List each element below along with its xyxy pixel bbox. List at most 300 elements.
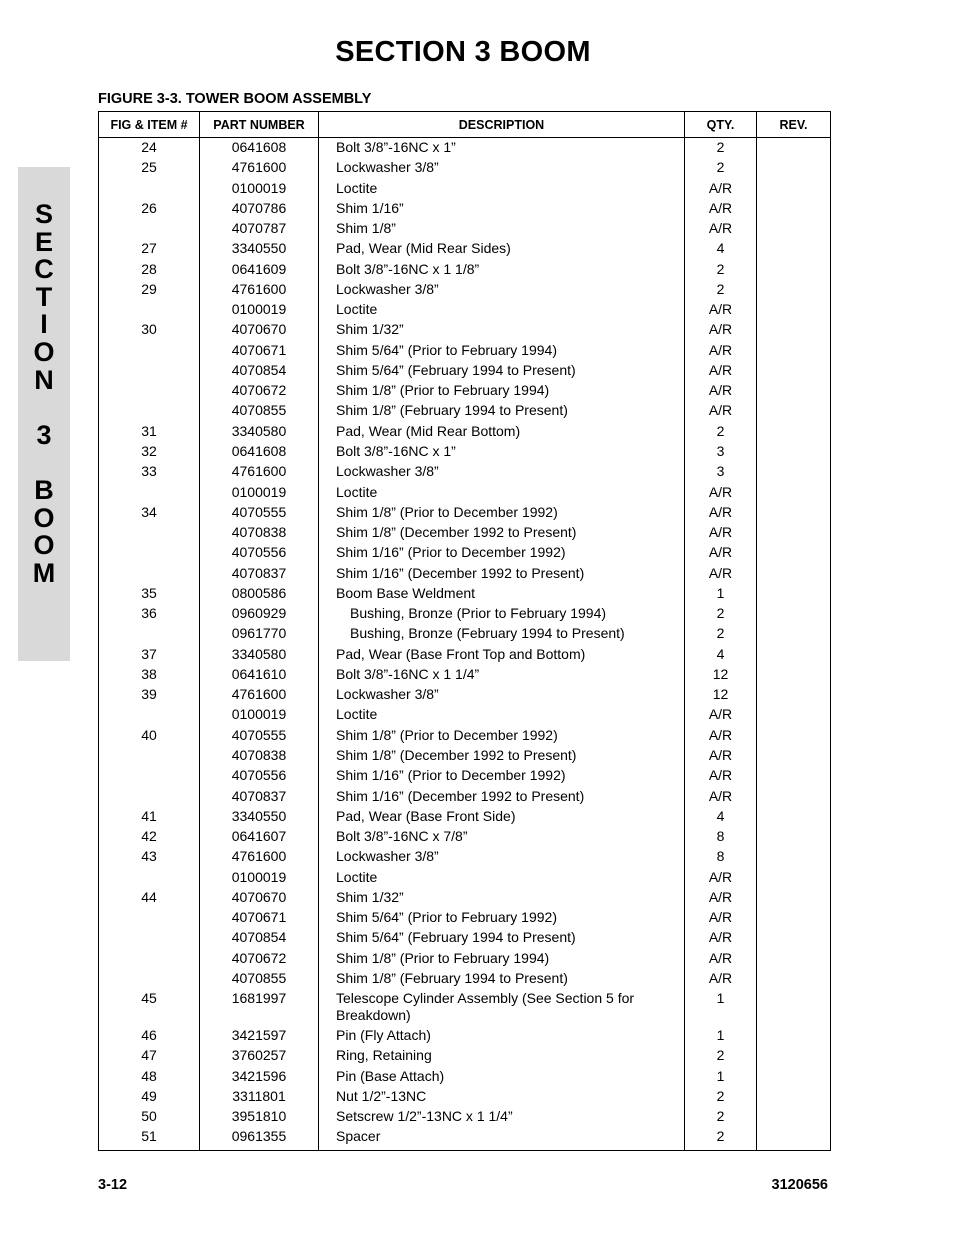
table-row	[99, 321, 831, 341]
cell-part-number: 3340580	[200, 423, 319, 443]
cell-rev	[757, 402, 831, 422]
cell-fig-item	[99, 342, 200, 362]
cell-description: Spacer	[319, 1128, 685, 1151]
cell-part-number: 0961770	[200, 625, 319, 645]
cell-rev	[757, 463, 831, 483]
cell-part-number: 4070555	[200, 727, 319, 747]
cell-rev	[757, 1088, 831, 1108]
table-row	[99, 848, 831, 868]
cell-qty: 8	[685, 828, 757, 848]
side-tab-letter: B	[34, 474, 54, 505]
cell-part-number: 3760257	[200, 1047, 319, 1067]
cell-fig-item	[99, 362, 200, 382]
cell-description: Shim 5/64” (Prior to February 1992)	[319, 909, 685, 929]
table-row	[99, 950, 831, 970]
table-row	[99, 1088, 831, 1108]
cell-description: Bolt 3/8”-16NC x 7/8”	[319, 828, 685, 848]
cell-part-number: 3951810	[200, 1108, 319, 1128]
table-row	[99, 382, 831, 402]
cell-qty: 2	[685, 138, 757, 160]
table-row	[99, 261, 831, 281]
side-tab-letter: O	[33, 502, 55, 533]
cell-qty: A/R	[685, 889, 757, 909]
cell-qty: A/R	[685, 504, 757, 524]
cell-qty: 2	[685, 1047, 757, 1067]
page-title: SECTION 3 BOOM	[335, 36, 591, 68]
cell-qty: A/R	[685, 362, 757, 382]
cell-fig-item: 50	[99, 1108, 200, 1128]
document-number: 3120656	[771, 1177, 828, 1193]
cell-fig-item	[99, 544, 200, 564]
cell-fig-item: 34	[99, 504, 200, 524]
cell-fig-item	[99, 484, 200, 504]
cell-fig-item	[99, 402, 200, 422]
cell-part-number: 4070787	[200, 220, 319, 240]
table-row	[99, 727, 831, 747]
table-row	[99, 504, 831, 524]
cell-description: Loctite	[319, 180, 685, 200]
cell-rev	[757, 281, 831, 301]
cell-rev	[757, 889, 831, 909]
table-row	[99, 970, 831, 990]
table-row	[99, 1027, 831, 1047]
cell-qty: A/R	[685, 788, 757, 808]
side-tab-letter: C	[34, 254, 54, 285]
cell-rev	[757, 808, 831, 828]
header-qty: QTY.	[685, 112, 757, 138]
cell-part-number: 4070854	[200, 362, 319, 382]
table-row	[99, 788, 831, 808]
side-tab-letter: E	[34, 226, 53, 257]
cell-description: Shim 1/8” (Prior to February 1994)	[319, 382, 685, 402]
cell-rev	[757, 220, 831, 240]
cell-qty: 2	[685, 625, 757, 645]
cell-rev	[757, 909, 831, 929]
table-row	[99, 180, 831, 200]
cell-description: Shim 1/16”	[319, 200, 685, 220]
cell-qty: A/R	[685, 747, 757, 767]
cell-part-number: 0100019	[200, 484, 319, 504]
cell-part-number: 0800586	[200, 585, 319, 605]
cell-description: Shim 1/16” (Prior to December 1992)	[319, 544, 685, 564]
table-row	[99, 767, 831, 787]
cell-qty: A/R	[685, 869, 757, 889]
table-row	[99, 220, 831, 240]
table-row	[99, 463, 831, 483]
cell-qty: 1	[685, 1068, 757, 1088]
cell-fig-item: 42	[99, 828, 200, 848]
cell-rev	[757, 950, 831, 970]
cell-qty: 4	[685, 646, 757, 666]
cell-part-number: 0960929	[200, 605, 319, 625]
cell-rev	[757, 605, 831, 625]
cell-rev	[757, 990, 831, 1027]
cell-qty: A/R	[685, 524, 757, 544]
header-part-number: PART NUMBER	[200, 112, 319, 138]
cell-rev	[757, 970, 831, 990]
cell-fig-item	[99, 929, 200, 949]
cell-rev	[757, 1027, 831, 1047]
figure-title: FIGURE 3-3. TOWER BOOM ASSEMBLY	[98, 91, 372, 107]
cell-rev	[757, 362, 831, 382]
cell-description: Pin (Base Attach)	[319, 1068, 685, 1088]
cell-part-number: 3311801	[200, 1088, 319, 1108]
table-row	[99, 585, 831, 605]
parts-table-body	[99, 138, 831, 1151]
cell-description: Shim 1/8” (Prior to December 1992)	[319, 727, 685, 747]
cell-rev	[757, 848, 831, 868]
cell-rev	[757, 727, 831, 747]
cell-qty: 2	[685, 1128, 757, 1151]
cell-description: Shim 5/64” (February 1994 to Present)	[319, 362, 685, 382]
cell-fig-item	[99, 180, 200, 200]
cell-rev	[757, 544, 831, 564]
cell-part-number: 4761600	[200, 463, 319, 483]
cell-rev	[757, 747, 831, 767]
table-row	[99, 362, 831, 382]
cell-rev	[757, 1108, 831, 1128]
cell-rev	[757, 484, 831, 504]
cell-description: Bolt 3/8”-16NC x 1 1/4”	[319, 666, 685, 686]
cell-fig-item: 25	[99, 159, 200, 179]
cell-part-number: 4070855	[200, 970, 319, 990]
cell-rev	[757, 138, 831, 160]
cell-rev	[757, 625, 831, 645]
cell-qty: A/R	[685, 200, 757, 220]
cell-qty: A/R	[685, 950, 757, 970]
table-row	[99, 402, 831, 422]
cell-description: Shim 1/32”	[319, 321, 685, 341]
side-tab-letter: M	[32, 557, 56, 588]
cell-fig-item: 28	[99, 261, 200, 281]
cell-qty: 12	[685, 686, 757, 706]
cell-description: Lockwasher 3/8”	[319, 281, 685, 301]
cell-qty: 3	[685, 443, 757, 463]
cell-description: Loctite	[319, 706, 685, 726]
cell-part-number: 3340550	[200, 808, 319, 828]
cell-fig-item: 24	[99, 138, 200, 160]
cell-part-number: 4761600	[200, 159, 319, 179]
cell-qty: 2	[685, 281, 757, 301]
table-row	[99, 706, 831, 726]
cell-qty: A/R	[685, 706, 757, 726]
cell-fig-item: 36	[99, 605, 200, 625]
cell-description: Loctite	[319, 301, 685, 321]
cell-part-number: 4761600	[200, 281, 319, 301]
table-row	[99, 828, 831, 848]
cell-description: Pad, Wear (Base Front Side)	[319, 808, 685, 828]
cell-rev	[757, 706, 831, 726]
table-row	[99, 1108, 831, 1128]
table-row	[99, 1128, 831, 1151]
cell-qty: 1	[685, 990, 757, 1027]
cell-fig-item: 47	[99, 1047, 200, 1067]
cell-part-number: 0641610	[200, 666, 319, 686]
cell-description: Lockwasher 3/8”	[319, 463, 685, 483]
cell-description: Shim 1/16” (December 1992 to Present)	[319, 788, 685, 808]
cell-qty: A/R	[685, 180, 757, 200]
cell-fig-item: 46	[99, 1027, 200, 1047]
table-row	[99, 1047, 831, 1067]
cell-part-number: 4761600	[200, 848, 319, 868]
table-row	[99, 686, 831, 706]
cell-qty: 8	[685, 848, 757, 868]
cell-qty: 2	[685, 423, 757, 443]
cell-description: Loctite	[319, 869, 685, 889]
cell-qty: 4	[685, 808, 757, 828]
cell-description: Shim 1/8” (February 1994 to Present)	[319, 970, 685, 990]
cell-fig-item: 30	[99, 321, 200, 341]
cell-description: Lockwasher 3/8”	[319, 848, 685, 868]
cell-part-number: 3421597	[200, 1027, 319, 1047]
table-row	[99, 484, 831, 504]
cell-description: Pad, Wear (Mid Rear Sides)	[319, 240, 685, 260]
cell-fig-item: 29	[99, 281, 200, 301]
cell-qty: 12	[685, 666, 757, 686]
cell-rev	[757, 423, 831, 443]
cell-rev	[757, 686, 831, 706]
cell-fig-item	[99, 625, 200, 645]
cell-description: Bolt 3/8”-16NC x 1 1/8”	[319, 261, 685, 281]
cell-qty: A/R	[685, 727, 757, 747]
cell-part-number: 0641607	[200, 828, 319, 848]
cell-description: Loctite	[319, 484, 685, 504]
side-tab-letter: 3	[36, 419, 52, 450]
cell-description: Lockwasher 3/8”	[319, 686, 685, 706]
cell-description: Shim 1/8”	[319, 220, 685, 240]
table-row	[99, 625, 831, 645]
cell-qty: A/R	[685, 767, 757, 787]
cell-qty: A/R	[685, 484, 757, 504]
table-row	[99, 1068, 831, 1088]
cell-rev	[757, 301, 831, 321]
cell-qty: 3	[685, 463, 757, 483]
cell-qty: A/R	[685, 929, 757, 949]
cell-qty: 2	[685, 1088, 757, 1108]
table-row	[99, 240, 831, 260]
parts-table	[98, 111, 831, 1151]
cell-fig-item: 35	[99, 585, 200, 605]
cell-description: Nut 1/2”-13NC	[319, 1088, 685, 1108]
cell-description: Shim 1/8” (December 1992 to Present)	[319, 747, 685, 767]
cell-rev	[757, 1068, 831, 1088]
cell-qty: 1	[685, 585, 757, 605]
cell-rev	[757, 1128, 831, 1151]
cell-part-number: 1681997	[200, 990, 319, 1027]
cell-fig-item: 44	[99, 889, 200, 909]
header-fig-item: FIG & ITEM #	[99, 112, 200, 138]
cell-part-number: 4070838	[200, 524, 319, 544]
cell-fig-item	[99, 301, 200, 321]
cell-fig-item: 32	[99, 443, 200, 463]
cell-part-number: 4070672	[200, 950, 319, 970]
cell-rev	[757, 159, 831, 179]
table-row	[99, 869, 831, 889]
cell-fig-item	[99, 869, 200, 889]
cell-qty: A/R	[685, 220, 757, 240]
table-row	[99, 909, 831, 929]
cell-description: Pin (Fly Attach)	[319, 1027, 685, 1047]
cell-qty: 4	[685, 240, 757, 260]
cell-rev	[757, 200, 831, 220]
table-row	[99, 990, 831, 1027]
table-row	[99, 138, 831, 160]
cell-qty: A/R	[685, 321, 757, 341]
cell-description: Shim 1/16” (December 1992 to Present)	[319, 565, 685, 585]
cell-rev	[757, 929, 831, 949]
side-tab-letter: T	[35, 281, 53, 312]
cell-part-number: 4070556	[200, 544, 319, 564]
side-tab-letter: S	[34, 199, 53, 229]
cell-description: Bolt 3/8”-16NC x 1”	[319, 443, 685, 463]
table-row	[99, 524, 831, 544]
cell-rev	[757, 504, 831, 524]
cell-part-number: 4070837	[200, 565, 319, 585]
cell-fig-item	[99, 524, 200, 544]
table-row	[99, 747, 831, 767]
cell-part-number: 0641608	[200, 443, 319, 463]
cell-qty: A/R	[685, 970, 757, 990]
cell-part-number: 4070672	[200, 382, 319, 402]
table-row	[99, 200, 831, 220]
cell-qty: A/R	[685, 382, 757, 402]
cell-rev	[757, 767, 831, 787]
cell-qty: A/R	[685, 565, 757, 585]
cell-description: Bushing, Bronze (Prior to February 1994)	[319, 605, 685, 625]
cell-description: Shim 1/8” (Prior to December 1992)	[319, 504, 685, 524]
cell-fig-item	[99, 706, 200, 726]
cell-fig-item: 51	[99, 1128, 200, 1151]
cell-fig-item: 39	[99, 686, 200, 706]
cell-description: Pad, Wear (Mid Rear Bottom)	[319, 423, 685, 443]
cell-qty: A/R	[685, 301, 757, 321]
cell-description: Shim 1/8” (February 1994 to Present)	[319, 402, 685, 422]
cell-fig-item: 27	[99, 240, 200, 260]
table-row	[99, 646, 831, 666]
cell-description: Telescope Cylinder Assembly (See Section 5 for Breakdown)	[319, 990, 685, 1027]
cell-fig-item: 38	[99, 666, 200, 686]
cell-rev	[757, 261, 831, 281]
cell-description: Bushing, Bronze (February 1994 to Present)	[319, 625, 685, 645]
cell-qty: A/R	[685, 909, 757, 929]
cell-description: Bolt 3/8”-16NC x 1”	[319, 138, 685, 160]
table-row	[99, 159, 831, 179]
cell-description: Pad, Wear (Base Front Top and Bottom)	[319, 646, 685, 666]
cell-part-number: 0100019	[200, 869, 319, 889]
section-side-tab	[18, 167, 70, 661]
cell-fig-item	[99, 565, 200, 585]
cell-part-number: 4070670	[200, 889, 319, 909]
cell-qty: 2	[685, 1108, 757, 1128]
cell-part-number: 0100019	[200, 301, 319, 321]
cell-part-number: 4070556	[200, 767, 319, 787]
cell-fig-item: 31	[99, 423, 200, 443]
cell-description: Ring, Retaining	[319, 1047, 685, 1067]
cell-description: Lockwasher 3/8”	[319, 159, 685, 179]
cell-rev	[757, 321, 831, 341]
cell-fig-item: 48	[99, 1068, 200, 1088]
cell-fig-item: 37	[99, 646, 200, 666]
cell-rev	[757, 180, 831, 200]
table-row	[99, 929, 831, 949]
table-row	[99, 666, 831, 686]
header-description: DESCRIPTION	[319, 112, 685, 138]
cell-qty: 1	[685, 1027, 757, 1047]
header-rev: REV.	[757, 112, 831, 138]
side-tab-letter: O	[33, 530, 55, 561]
cell-description: Shim 1/8” (December 1992 to Present)	[319, 524, 685, 544]
cell-description: Shim 5/64” (February 1994 to Present)	[319, 929, 685, 949]
cell-part-number: 0100019	[200, 180, 319, 200]
table-row	[99, 544, 831, 564]
cell-rev	[757, 342, 831, 362]
cell-rev	[757, 382, 831, 402]
cell-description: Setscrew 1/2”-13NC x 1 1/4”	[319, 1108, 685, 1128]
cell-fig-item: 45	[99, 990, 200, 1027]
cell-part-number: 0961355	[200, 1128, 319, 1151]
cell-part-number: 3340550	[200, 240, 319, 260]
cell-part-number: 4070854	[200, 929, 319, 949]
cell-description: Shim 1/8” (Prior to February 1994)	[319, 950, 685, 970]
cell-qty: A/R	[685, 342, 757, 362]
table-row	[99, 605, 831, 625]
cell-rev	[757, 585, 831, 605]
cell-rev	[757, 524, 831, 544]
cell-part-number: 4070671	[200, 909, 319, 929]
cell-part-number: 4070670	[200, 321, 319, 341]
table-row	[99, 342, 831, 362]
cell-rev	[757, 1047, 831, 1067]
cell-fig-item	[99, 767, 200, 787]
cell-description: Shim 1/32”	[319, 889, 685, 909]
table-header-row	[99, 112, 831, 138]
cell-qty: 2	[685, 261, 757, 281]
side-tab-letter: O	[33, 336, 55, 367]
cell-rev	[757, 788, 831, 808]
table-row	[99, 889, 831, 909]
cell-fig-item: 43	[99, 848, 200, 868]
table-row	[99, 565, 831, 585]
cell-qty: A/R	[685, 544, 757, 564]
cell-rev	[757, 828, 831, 848]
cell-fig-item	[99, 382, 200, 402]
cell-part-number: 4070555	[200, 504, 319, 524]
cell-part-number: 0641609	[200, 261, 319, 281]
cell-rev	[757, 646, 831, 666]
cell-part-number: 0641608	[200, 138, 319, 160]
cell-description: Boom Base Weldment	[319, 585, 685, 605]
cell-part-number: 3421596	[200, 1068, 319, 1088]
cell-fig-item	[99, 950, 200, 970]
side-tab-letter: I	[40, 309, 48, 340]
table-row	[99, 423, 831, 443]
cell-part-number: 4070855	[200, 402, 319, 422]
table-row	[99, 808, 831, 828]
cell-fig-item	[99, 970, 200, 990]
cell-rev	[757, 443, 831, 463]
cell-rev	[757, 869, 831, 889]
cell-description: Shim 1/16” (Prior to December 1992)	[319, 767, 685, 787]
side-tab-letter: N	[34, 364, 54, 395]
cell-rev	[757, 565, 831, 585]
cell-fig-item: 33	[99, 463, 200, 483]
table-row	[99, 301, 831, 321]
cell-description: Shim 5/64” (Prior to February 1994)	[319, 342, 685, 362]
cell-part-number: 4070671	[200, 342, 319, 362]
table-row	[99, 281, 831, 301]
cell-qty: A/R	[685, 402, 757, 422]
cell-part-number: 0100019	[200, 706, 319, 726]
